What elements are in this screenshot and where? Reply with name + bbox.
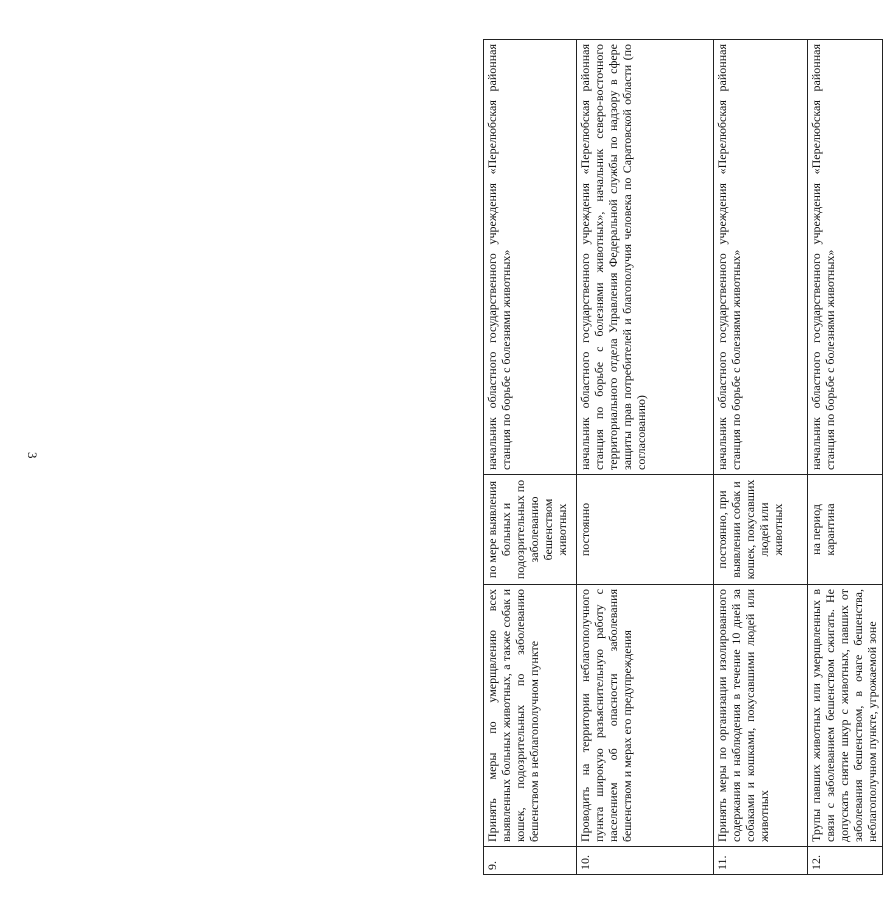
row-number-cell: 9. — [484, 847, 577, 875]
row-number-cell: 11. — [714, 847, 808, 875]
responsible-cell: начальник областного государственного учреждения «Перелюбская районная станция по борьбе с болезнями животных» — [808, 40, 883, 475]
term-cell: на период карантина — [808, 475, 883, 585]
action-cell: Проводить на территории неблагополучного пункта широкую разъяснительную работу с населением об опасности заболевания бешенством и мерах его предупреждения — [577, 585, 714, 847]
row-number-cell: 10. — [577, 847, 714, 875]
responsible-cell: начальник областного государственного учреждения «Перелюбская районная станция по борьбе с болезнями животных» — [714, 40, 808, 475]
action-cell: Принять меры по организации изолированного содержания и наблюдения в течение 10 дней за собаками и кошками, покусавшими людей или животных — [714, 585, 808, 847]
term-cell: постоянно — [577, 475, 714, 585]
action-cell: Трупы павших животных или умерщвленных в связи с заболеванием бешенством сжигать. Не допускать снятие шкур с животных, павших от заболевания бешенством, в очаге бешенства, неблагополучном пункте, угрожаемой зоне — [808, 585, 883, 847]
responsible-cell: начальник областного государственного учреждения «Перелюбская районная станция по борьбе с болезнями животных» — [484, 40, 577, 475]
action-cell: Принять меры по умерщвлению всех выявленных больных животных, а также собак и кошек, подозрительных по заболеванию бешенством в неблагополучном пункте — [484, 585, 577, 847]
measures-table — [483, 39, 883, 875]
term-cell: по мере выявления больных и подозрительных по заболеванию бешенством животных — [484, 475, 577, 585]
table-row — [808, 40, 883, 875]
table-row — [484, 40, 577, 875]
rotated-page-content — [483, 40, 879, 875]
term-cell: постоянно, при выявлении собак и кошек, покусавших людей или животных — [714, 475, 808, 585]
page-number: 3 — [25, 452, 40, 459]
row-number-cell: 12. — [808, 847, 883, 875]
table-row — [714, 40, 808, 875]
responsible-cell: начальник областного государственного учреждения «Перелюбская районная станция по борьбе с болезнями животных», начальник северо-восточного территориального отдела Управления Федеральной службы по надзору в сфере защиты прав потребителей и благополучия человека по Саратовской области (по согласованию) — [577, 40, 714, 475]
table-row — [577, 40, 714, 875]
